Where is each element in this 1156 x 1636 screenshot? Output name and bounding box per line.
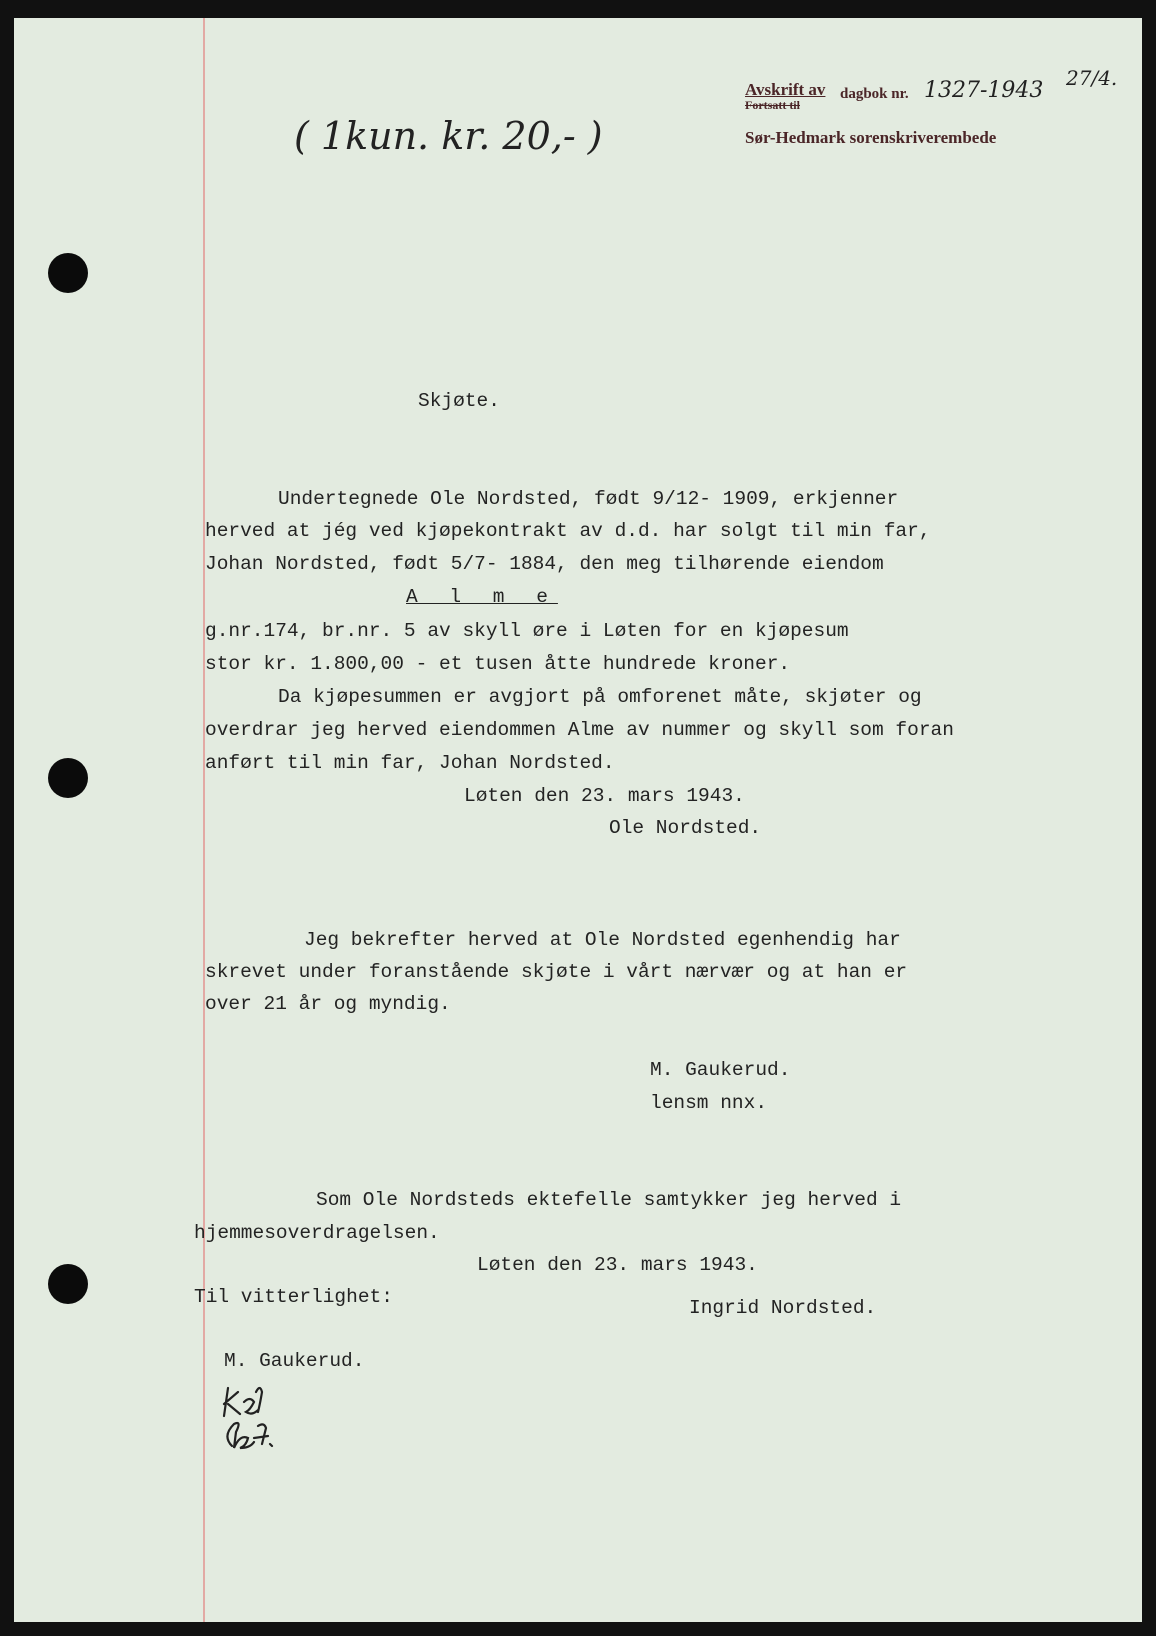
- stamp-avskrift: Avskrift av: [745, 80, 826, 99]
- witness-title: lensm nnx.: [650, 1092, 768, 1114]
- punch-hole: [48, 758, 88, 798]
- body-line: g.nr.174, br.nr. 5 av skyll øre i Løten for en kjøpesum: [205, 620, 849, 642]
- dagbok-number: 1327-1943: [924, 78, 1044, 103]
- property-name: A l m e: [406, 586, 558, 608]
- witness-heading: Til vitterlighet:: [194, 1286, 393, 1308]
- body-line: overdrar jeg herved eiendommen Alme av nummer og skyll som foran: [205, 719, 954, 741]
- margin-line: [203, 18, 205, 1622]
- handwritten-initials: [214, 1378, 304, 1468]
- document-title: Skjøte.: [418, 390, 500, 412]
- seller-signature: Ole Nordsted.: [609, 817, 762, 839]
- body-line: Da kjøpesummen er avgjort på omforenet måte, skjøter og: [278, 686, 922, 708]
- stamp-office: Sør-Hedmark sorenskriverembede: [745, 128, 997, 147]
- body-line: Undertegnede Ole Nordsted, født 9/12- 1909, erkjenner: [278, 488, 899, 510]
- consent-line: hjemmesoverdragelsen.: [194, 1222, 440, 1244]
- spouse-signature: Ingrid Nordsted.: [689, 1297, 877, 1319]
- consent-place-date: Løten den 23. mars 1943.: [477, 1254, 758, 1276]
- witness-signature: M. Gaukerud.: [650, 1059, 791, 1081]
- fee-note: ( 1kun. kr. 20,- ): [294, 114, 603, 158]
- witness-line: skrevet under foranstående skjøte i vårt nærvær og at han er: [205, 961, 908, 983]
- body-line: anført til min far, Johan Nordsted.: [205, 752, 615, 774]
- stamp-dagbok-label: dagbok nr.: [840, 86, 909, 102]
- date-note: 27/4.: [1066, 66, 1118, 90]
- body-line: stor kr. 1.800,00 - et tusen åtte hundrede kroner.: [205, 653, 791, 675]
- witness-line: Jeg bekrefter herved at Ole Nordsted egenhendig har: [304, 929, 901, 951]
- body-line: Johan Nordsted, født 5/7- 1884, den meg tilhørende eiendom: [205, 553, 884, 575]
- place-date: Løten den 23. mars 1943.: [464, 785, 745, 807]
- witness-line: over 21 år og myndig.: [205, 993, 451, 1015]
- body-line: herved at jég ved kjøpekontrakt av d.d. har solgt til min far,: [205, 520, 931, 542]
- second-witness-signature: M. Gaukerud.: [224, 1350, 365, 1372]
- punch-hole: [48, 253, 88, 293]
- stamp-crossed-text: Fortsatt til: [745, 98, 800, 112]
- document-page: [14, 18, 1142, 1622]
- consent-line: Som Ole Nordsteds ektefelle samtykker jeg herved i: [316, 1189, 902, 1211]
- punch-hole: [48, 1264, 88, 1304]
